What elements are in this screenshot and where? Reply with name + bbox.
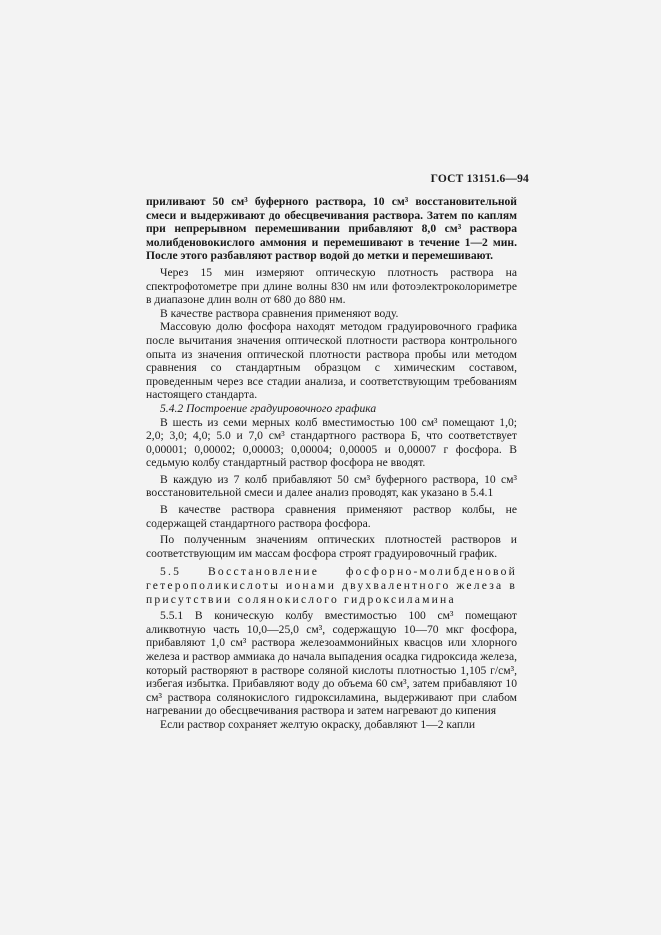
document-header: ГОСТ 13151.6—94 (430, 173, 529, 185)
section-heading: 5.4.2 Построение градуировочного графика (160, 401, 377, 415)
paragraph: В каждую из 7 колб прибавляют 50 см³ буферного раствора, 10 см³ восстановительной смеси и далее анализ проводят, как указано в 5.4.1 (146, 472, 517, 500)
paragraph: В шесть из семи мерных колб вместимостью 100 см³ помещают 1,0; 2,0; 3,0; 4,0; 5.0 и 7,0 см³ стандартного раствора Б, что соответствует 0,00001; 0,00002; 0,00003; 0,00004; 0,00005 и 0,00007 г фосфора. В седьмую колбу стандартный раствор фосфора не вводят. (146, 415, 517, 470)
paragraph: Если раствор сохраняет желтую окраску, добавляют 1—2 капли (160, 717, 476, 731)
paragraph: 5.5.1 В коническую колбу вместимостью 100 см³ помещают аликвотную часть 10,0—25,0 см³, содержащую 10—70 мкг фосфора, прибавляют 1,0 см³ раствора железоаммонийных квасцов или хлорного железа и раствор аммиака до начала выпадения осадка гидроксида железа, который растворяют в растворе соляной кислоты плотностью 1,105 г/см³, избегая избытка. Прибавляют воду до объема 60 см³, затем прибавляют 10 см³ раствора солянокислого гидроксиламина, выдерживают при слабом нагревании до обесцвечивания раствора и затем нагревают до кипения (146, 609, 517, 718)
paragraph: Массовую долю фосфора находят методом градуировочного графика после вычитания значения оптической плотности раствора контрольного опыта из значения оптической плотности раствора пробы или методом сравнения со стандартным образцом с химическим составом, проведенным через все стадии анализа, и соответствующим требованиям настоящего стандарта. (146, 320, 517, 402)
document-body (146, 195, 517, 732)
paragraph: Через 15 мин измеряют оптическую плотность раствора на спектрофотометре при длине волны 830 нм или фотоэлектроколориметре в диапазоне длин волн от 680 до 880 нм. (146, 265, 517, 307)
paragraph: По полученным значениям оптических плотностей растворов и соответствующим им массам фосфора строят градуировочный график. (146, 533, 517, 560)
section-heading: 5.5 Восстановление фосфорно-молибденовой гетерополикислоты ионами двухвалентного железа в присутствии солянокислого гидроксиламина (146, 565, 517, 606)
paragraph: В качестве раствора сравнения применяют воду. (160, 306, 399, 320)
paragraph: приливают 50 см³ буферного раствора, 10 см³ восстановительной смеси и выдерживают до обесцвечивания раствора. Затем по каплям при непрерывном перемешивании прибавляют 8,0 см³ раствора молибденовокислого аммония и перемешивают в течение 1—2 мин. После этого разбавляют раствор водой до метки и перемешивают. (146, 195, 517, 263)
paragraph: В качестве раствора сравнения применяют раствор колбы, не содержащей стандартного раствора фосфора. (146, 503, 517, 530)
